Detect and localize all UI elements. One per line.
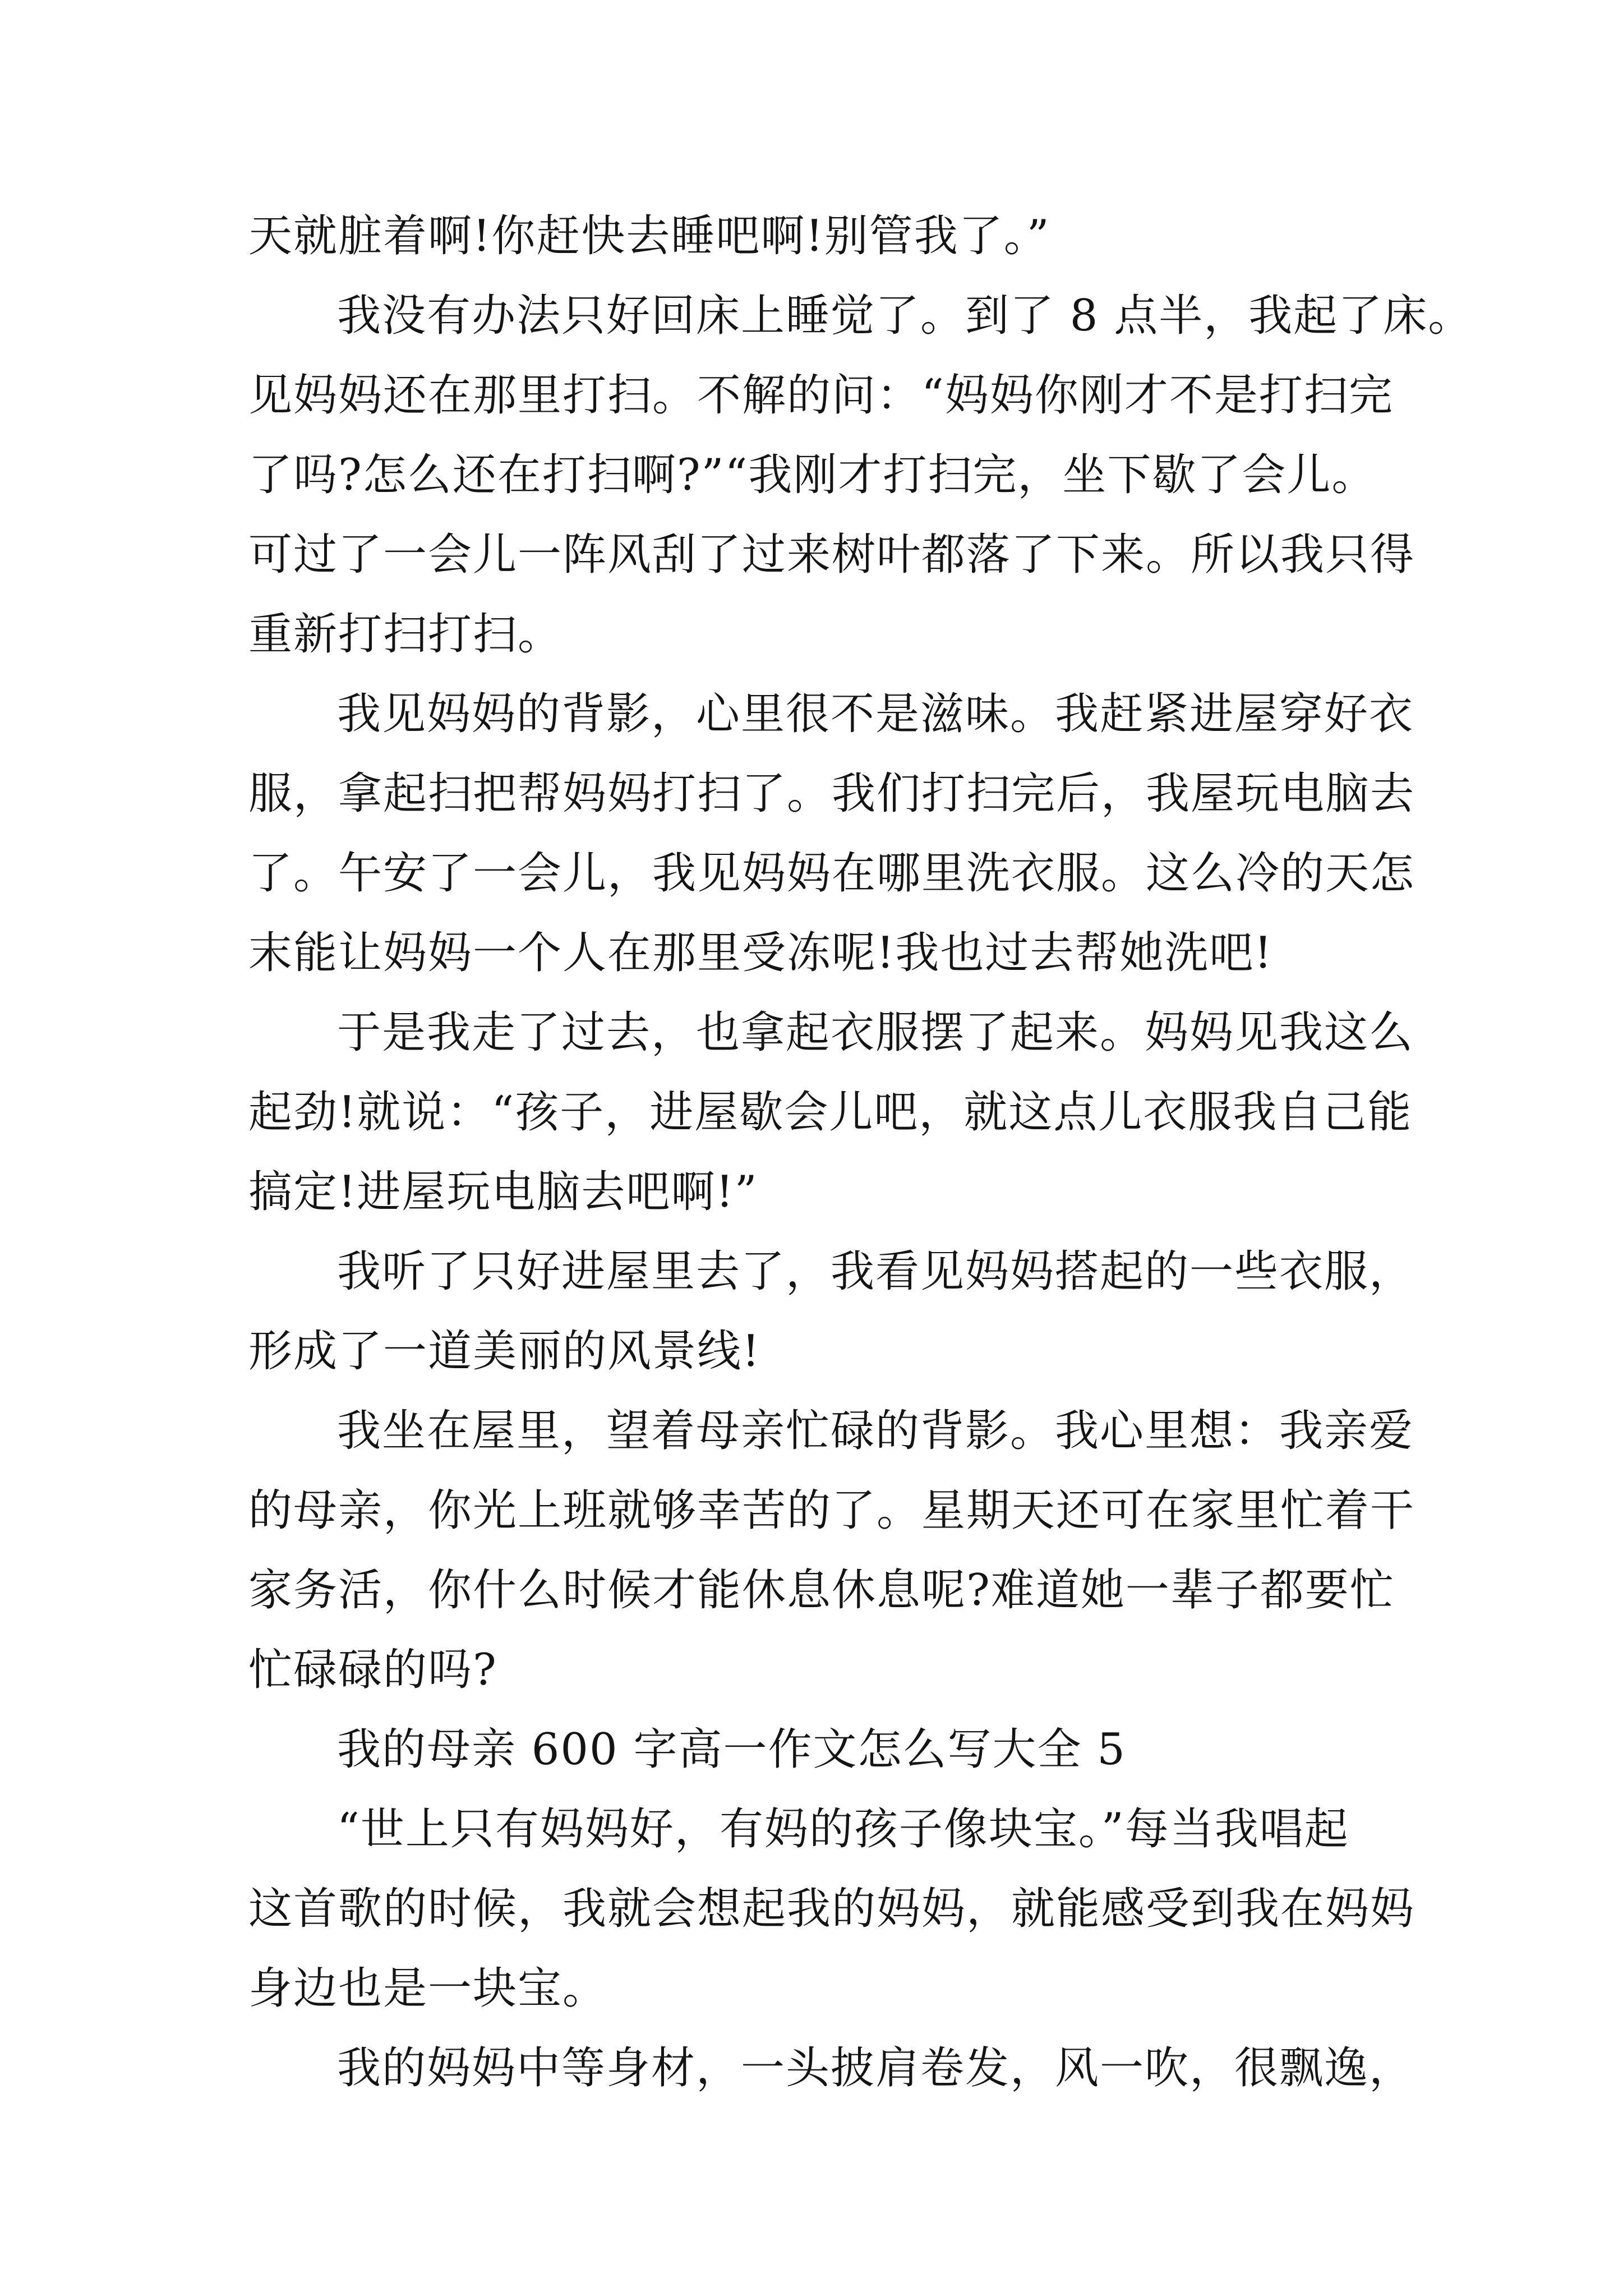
text-line: 我的妈妈中等身材，一头披肩卷发，风一吹，很飘逸， bbox=[337, 2043, 1414, 2093]
text-line: 家务活，你什么时候才能休息休息呢?难道她一辈子都要忙 bbox=[248, 1565, 1395, 1616]
text-line: 忙碌碌的吗? bbox=[248, 1645, 497, 1695]
text-line: 了。午安了一会儿，我见妈妈在哪里洗衣服。这么冷的天怎 bbox=[248, 848, 1415, 899]
text-line: 我见妈妈的背影，心里很不是滋味。我赶紧进屋穿好衣 bbox=[337, 689, 1414, 739]
text-line: 于是我走了过去，也拿起衣服摆了起来。妈妈见我这么 bbox=[337, 1007, 1414, 1058]
text-line: 这首歌的时候，我就会想起我的妈妈，就能感受到我在妈妈 bbox=[248, 1884, 1415, 1934]
text-line: 可过了一会儿一阵风刮了过来树叶都落了下来。所以我只得 bbox=[248, 530, 1415, 580]
essay-text bbox=[248, 196, 1473, 2108]
text-line: 天就脏着啊!你赶快去睡吧啊!别管我了。” bbox=[248, 211, 1050, 261]
text-line: 我坐在屋里，望着母亲忙碌的背影。我心里想：我亲爱 bbox=[337, 1406, 1414, 1456]
text-line: “世上只有妈妈好，有妈的孩子像块宝。”每当我唱起 bbox=[337, 1804, 1349, 1855]
text-line: 我没有办法只好回床上睡觉了。到了 8 点半，我起了床。 bbox=[337, 291, 1473, 341]
text-line: 重新打扫打扫。 bbox=[248, 609, 563, 660]
text-line: 末能让妈妈一个人在那里受冻呢!我也过去帮她洗吧! bbox=[248, 928, 1273, 978]
text-line: 形成了一道美丽的风景线! bbox=[248, 1326, 761, 1377]
text-line: 服，拿起扫把帮妈妈打扫了。我们打扫完后，我屋玩电脑去 bbox=[248, 769, 1415, 819]
text-line: 了吗?怎么还在打扫啊?”“我刚才打扫完，坐下歇了会儿。 bbox=[248, 450, 1377, 500]
text-line: 身边也是一块宝。 bbox=[248, 1963, 608, 2014]
text-line: 我听了只好进屋里去了，我看见妈妈搭起的一些衣服， bbox=[337, 1246, 1414, 1297]
text-line: 起劲!就说：“孩子，进屋歇会儿吧，就这点儿衣服我自己能 bbox=[248, 1087, 1413, 1138]
section-heading: 我的母亲 600 字高一作文怎么写大全 5 bbox=[337, 1724, 1126, 1775]
text-line: 搞定!进屋玩电脑去吧啊!” bbox=[248, 1167, 758, 1217]
text-line: 见妈妈还在那里打扫。不解的问：“妈妈你刚才不是打扫完 bbox=[248, 370, 1394, 421]
text-line: 的母亲，你光上班就够幸苦的了。星期天还可在家里忙着干 bbox=[248, 1485, 1415, 1536]
